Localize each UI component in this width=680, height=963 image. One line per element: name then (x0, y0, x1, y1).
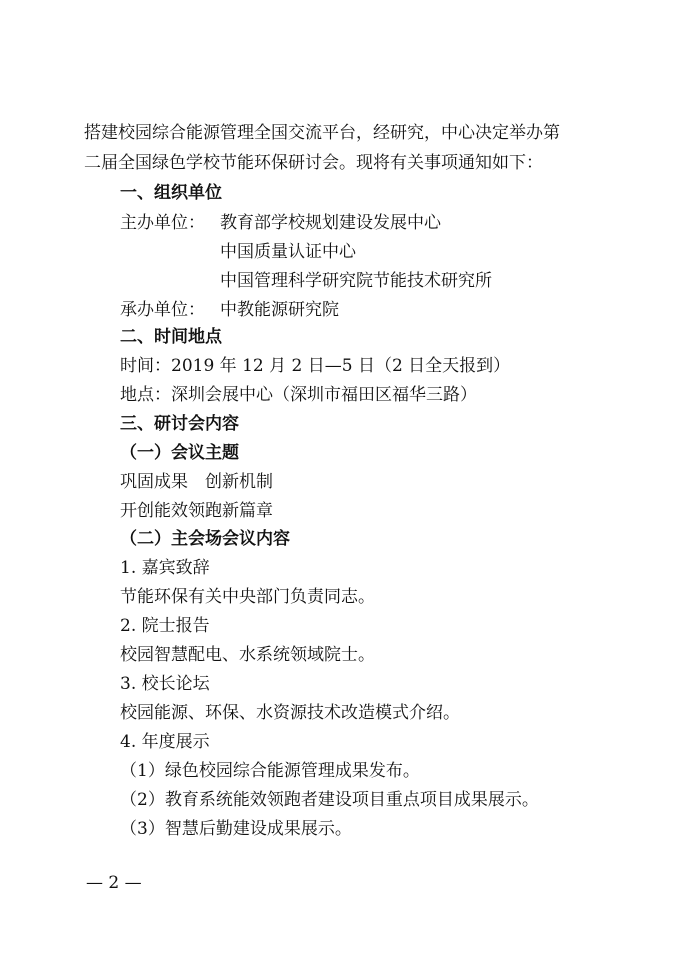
section-1-heading: 一、组织单位 (120, 183, 222, 203)
page-number: — 2 — (86, 873, 142, 893)
host-unit-1: 教育部学校规划建设发展中心 (220, 213, 441, 233)
item-4-sub-1: （1）绿色校园综合能源管理成果发布。 (120, 761, 420, 781)
section-3-heading: 三、研讨会内容 (120, 414, 239, 434)
item-2-desc: 校园智慧配电、水系统领域院士。 (120, 645, 375, 665)
host-row (120, 212, 600, 234)
item-3-desc: 校园能源、环保、水资源技术改造模式介绍。 (120, 703, 460, 723)
organizer-label: 承办单位： (120, 300, 205, 320)
section-2-heading: 二、时间地点 (120, 327, 222, 347)
place-line: 地点：深圳会展中心（深圳市福田区福华三路） (120, 385, 477, 405)
item-1-desc: 节能环保有关中央部门负责同志。 (120, 587, 375, 607)
intro-line-2: 二届全国绿色学校节能环保研讨会。现将有关事项通知如下： (84, 153, 543, 173)
organizer-unit: 中教能源研究院 (220, 300, 339, 320)
item-1-title: 1. 嘉宾致辞 (120, 558, 210, 578)
time-line: 时间：2019 年 12 月 2 日—5 日（2 日全天报到） (120, 356, 511, 376)
item-4-sub-2: （2）教育系统能效领跑者建设项目重点项目成果展示。 (120, 790, 539, 810)
theme-line-2: 开创能效领跑新篇章 (120, 501, 273, 521)
item-4-title: 4. 年度展示 (120, 732, 210, 752)
item-3-title: 3. 校长论坛 (120, 674, 210, 694)
intro-line-1: 搭建校园综合能源管理全国交流平台，经研究，中心决定举办第 (84, 123, 560, 143)
host-unit-2: 中国质量认证中心 (220, 242, 356, 262)
host-unit-3: 中国管理科学研究院节能技术研究所 (220, 271, 492, 291)
theme-line-1: 巩固成果 创新机制 (120, 472, 273, 492)
organizer-row (120, 299, 600, 321)
item-2-title: 2. 院士报告 (120, 616, 210, 636)
host-label: 主办单位： (120, 213, 205, 233)
item-4-sub-3: （3）智慧后勤建设成果展示。 (120, 819, 352, 839)
sub-1-heading: （一）会议主题 (120, 443, 239, 463)
sub-2-heading: （二）主会场会议内容 (120, 529, 290, 549)
